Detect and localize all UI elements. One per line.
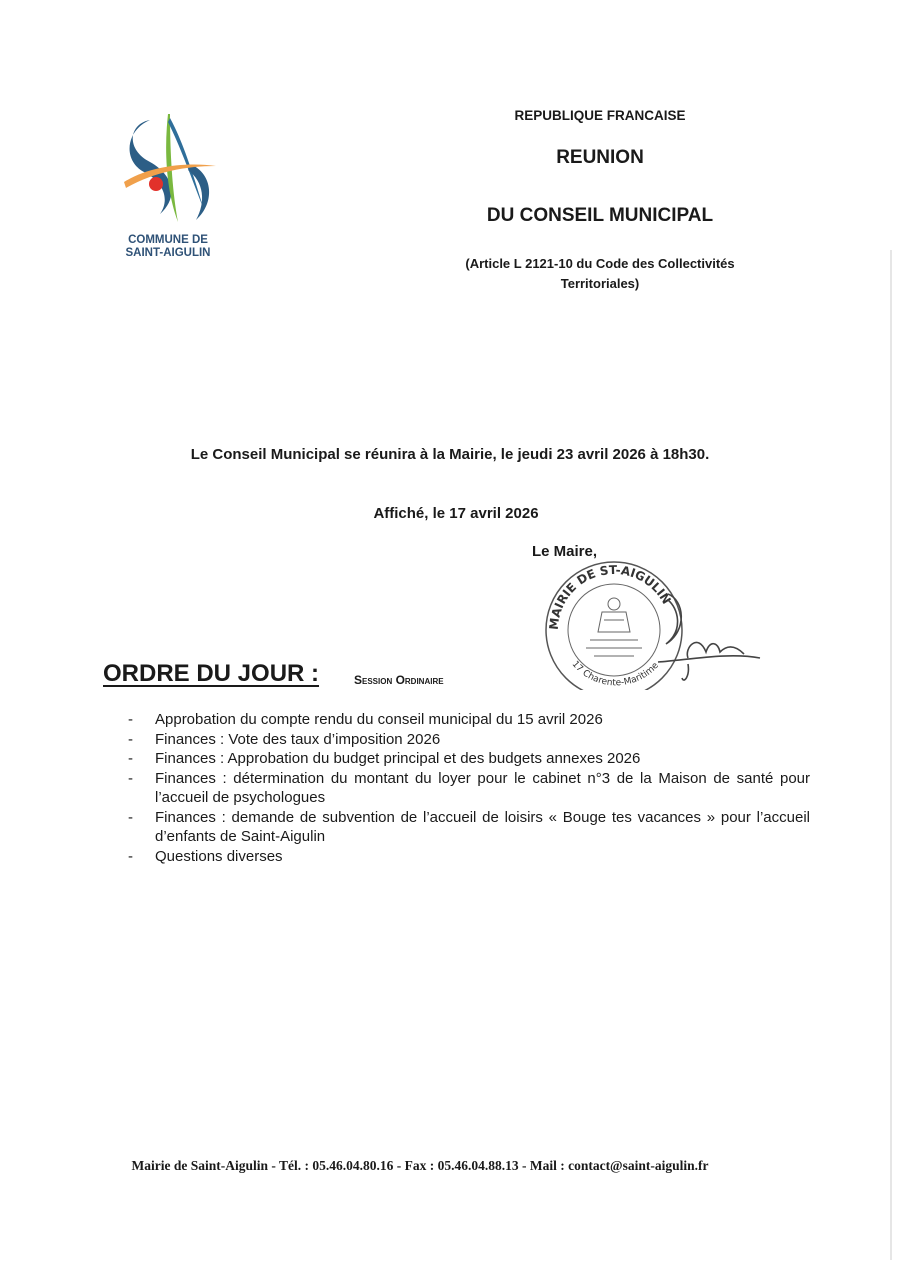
logo-emblem-icon [120,110,220,230]
seal-outer-ring [546,562,682,690]
republique-heading: REPUBLIQUE FRANCAISE [514,108,686,123]
article-line-2: Territoriales) [560,276,640,291]
contact-footer: Mairie de Saint-Aigulin - Tél. : 05.46.04.80.16 - Fax : 05.46.04.88.13 - Mail : contact@saint-aigulin.fr [131,1158,709,1173]
mayor-signature [658,594,760,680]
agenda-title: ORDRE DU JOUR : [103,660,320,687]
agenda-item: - Finances : Approbation du budget principal et des budgets annexes 2026 [124,749,810,769]
mayor-title: Le Maire, [532,543,598,560]
logo-line-2: SAINT-AIGULIN [125,247,211,259]
seal-bottom-text: 17 Charente-Maritime [569,659,661,689]
agenda-item: - Finances : demande de subvention de l’accueil de loisirs « Bouge tes vacances » pour l’accueil d’enfants de Saint-Aigulin [124,808,810,847]
posted-date: Affiché, le 17 avril 2026 [373,505,539,522]
commune-logo [112,110,232,260]
agenda-item: - Questions diverses [124,847,810,867]
scan-edge [890,250,892,1260]
meeting-notice: Le Conseil Municipal se réunira à la Mairie, le jeudi 23 avril 2026 à 18h30. [190,446,710,463]
document-header [440,104,760,294]
logo-caption [112,234,224,260]
agenda-item: - Finances : détermination du montant du loyer pour le cabinet n°3 de la Maison de santé pour l’accueil de psychologues [124,769,810,808]
article-reference [440,254,760,294]
seal-center-emblem-icon [586,598,642,656]
agenda-item: - Approbation du compte rendu du conseil municipal du 15 avril 2026 [124,710,810,730]
logo-line-1: COMMUNE DE [128,234,208,246]
article-line-1: (Article L 2121-10 du Code des Collectivités [465,256,735,271]
reunion-heading: REUNION [556,147,644,168]
agenda-item: - Finances : Vote des taux d’imposition 2026 [124,730,810,750]
session-type: Session Ordinaire [354,673,444,687]
conseil-heading: DU CONSEIL MUNICIPAL [486,205,714,226]
seal-top-text: MAIRIE DE ST-AIGULIN [546,562,674,631]
agenda-list [124,710,810,866]
mayor-seal-and-signature [538,560,768,690]
